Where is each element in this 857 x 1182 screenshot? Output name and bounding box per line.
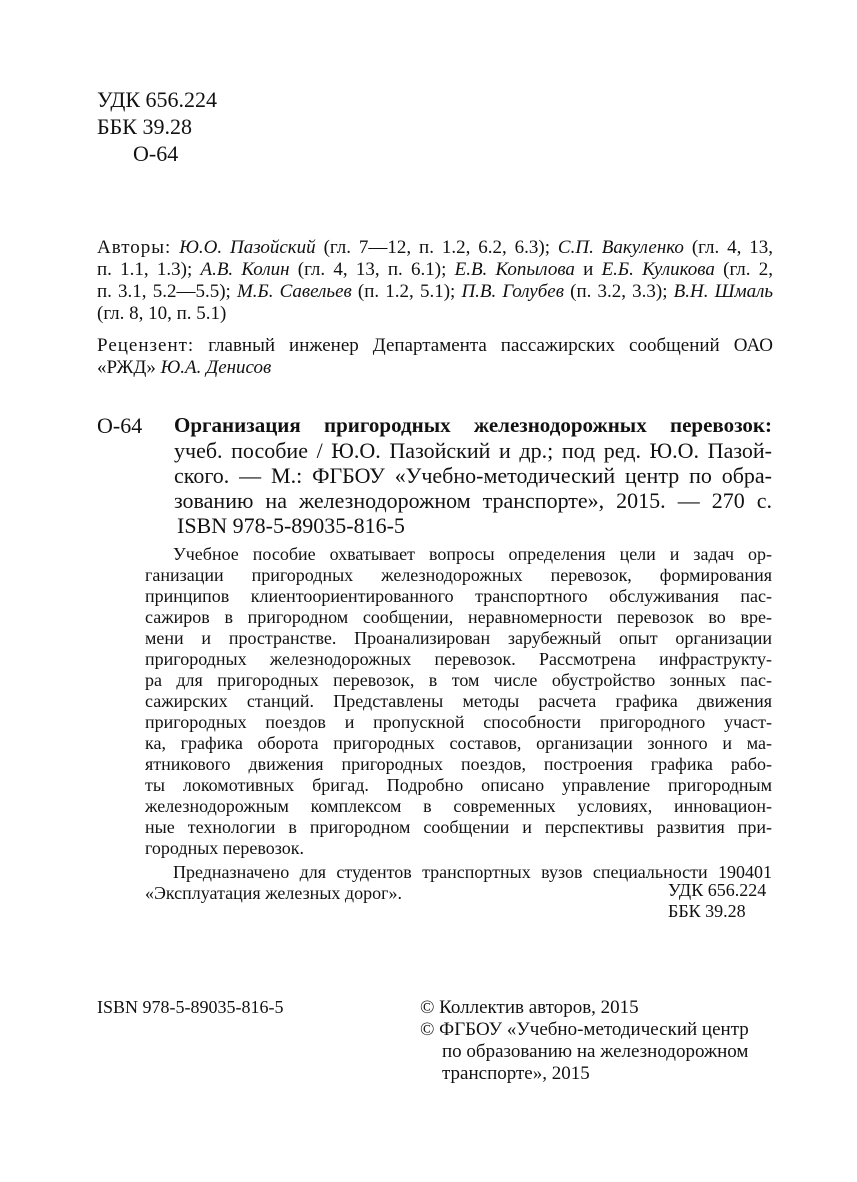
abstract-line: ятникового движения пригородных поездов, построения графика рабо- [145, 754, 772, 774]
abstract-text [145, 544, 772, 859]
reviewer-line-2 [97, 357, 773, 379]
abstract-line: городных перевозок. [145, 838, 305, 858]
abstract-bbk: ББК 39.28 [668, 901, 746, 921]
authors-line [97, 237, 773, 259]
header-code: О-64 [133, 141, 179, 166]
reviewer-position: главный инженер Департамента пассажирских сообщений ОАО [194, 335, 773, 356]
abstract-line: сажирских станций. Представлены методы расчета графика движения [145, 691, 772, 711]
authors-line-2 [97, 259, 773, 281]
catalog-title: Организация пригородных железнодорожных перевозок: [174, 413, 772, 437]
author-name: А.В. Колин [200, 259, 290, 280]
author-name: М.Б. Савельев [236, 281, 352, 302]
copyright-authors: © Коллектив авторов, 2015 [420, 997, 639, 1018]
author-name: Е.В. Копылова [454, 259, 575, 280]
abstract-line: сажиров в пригородном сообщении, неравномерности перевозок во вре- [145, 607, 772, 627]
abstract-udk: УДК 656.224 [668, 880, 767, 900]
author-chapters: п. 1.1, 1.3); [97, 259, 201, 280]
reviewer-label: Рецензент: [97, 335, 195, 356]
authors-label: Авторы: [97, 237, 172, 258]
copyright-org-line-2: по образованию на железнодорожном [442, 1041, 749, 1062]
author-name: С.П. Вакуленко [557, 237, 684, 258]
author-chapters: (п. 1.2, 5.1); [351, 281, 462, 302]
catalog-line: зованию на железнодорожном транспорте», 2015. — 270 с. [174, 488, 772, 513]
copyright-org-line-3: транспорте», 2015 [442, 1063, 590, 1084]
reviewer-line-1 [97, 335, 773, 357]
author-chapters: (гл. 4, 13, [683, 237, 774, 258]
authors-line-3 [97, 281, 773, 303]
authors-line-1 [179, 237, 773, 258]
author-name: В.Н. Шмаль [673, 281, 774, 302]
catalog-line: учеб. пособие / Ю.О. Пазойский и др.; под ред. Ю.О. Пазой- [174, 438, 772, 463]
reviewer-block [97, 335, 773, 379]
purpose-line-2: «Эксплуатация железных дорог». [145, 883, 402, 903]
reviewer-org: «РЖД» [97, 357, 161, 378]
abstract-line: ные технологии в пригородном сообщении и перспективы развития при- [145, 817, 772, 837]
abstract-line: ра для пригородных перевозок, в том числе обустройство зонных пас- [145, 670, 772, 690]
footer-copyrights [420, 997, 780, 1085]
abstract [145, 544, 772, 904]
authors-block [97, 237, 773, 325]
author-chapters: п. 3.1, 5.2—5.5); [97, 281, 237, 302]
footer-isbn: ISBN 978-5-89035-816-5 [97, 997, 284, 1017]
author-name: П.В. Голубев [461, 281, 564, 302]
author-name: Ю.О. Пазойский [179, 237, 316, 258]
author-chapters: (гл. 4, 13, п. 6.1); [289, 259, 455, 280]
abstract-line: Учебное пособие охватывает вопросы определения цели и задач ор- [173, 544, 772, 564]
abstract-line: мени и пространстве. Проанализирован зарубежный опыт организации [145, 628, 772, 648]
catalog-entry [174, 413, 772, 538]
author-chapters: (гл. 8, 10, п. 5.1) [97, 303, 227, 324]
copyright-org-line-1: © ФГБОУ «Учебно-методический центр [420, 1019, 749, 1040]
catalog-isbn: ISBN 978-5-89035-816-5 [177, 513, 405, 538]
author-chapters: (п. 3.2, 3.3); [563, 281, 674, 302]
abstract-line: железнодорожным комплексом в современных условиях, инновацион- [145, 796, 772, 816]
abstract-line: ты локомотивных бригад. Подробно описано управление пригородным [145, 775, 772, 795]
catalog-code: О-64 [97, 413, 143, 438]
abstract-line: пригородных железнодорожных перевозок. Рассмотрена инфраструкту- [145, 649, 772, 669]
header-udk: УДК 656.224 [97, 87, 218, 112]
abstract-line: ка, графика оборота пригородных составов, организации зонного и ма- [145, 733, 772, 753]
abstract-line: ганизации пригородных железнодорожных перевозок, формирования [145, 565, 772, 585]
reviewer-name: Ю.А. Денисов [160, 357, 272, 378]
abstract-line: принципов клиентоориентированного транспортного обслуживания пас- [145, 586, 772, 606]
authors-line-4 [97, 303, 773, 325]
abstract-line: пригородных поездов и пропускной способности пригородного участ- [145, 712, 772, 732]
author-chapters: и [574, 259, 602, 280]
author-chapters: (гл. 7—12, п. 1.2, 6.2, 6.3); [315, 237, 558, 258]
catalog-line: ского. — М.: ФГБОУ «Учебно-методический центр по обра- [174, 463, 772, 488]
header-bbk: ББК 39.28 [97, 114, 192, 139]
purpose-line-1: Предназначено для студентов транспортных вузов специальности 190401 [173, 862, 772, 882]
author-name: Е.Б. Куликова [601, 259, 715, 280]
author-chapters: (гл. 2, [714, 259, 774, 280]
